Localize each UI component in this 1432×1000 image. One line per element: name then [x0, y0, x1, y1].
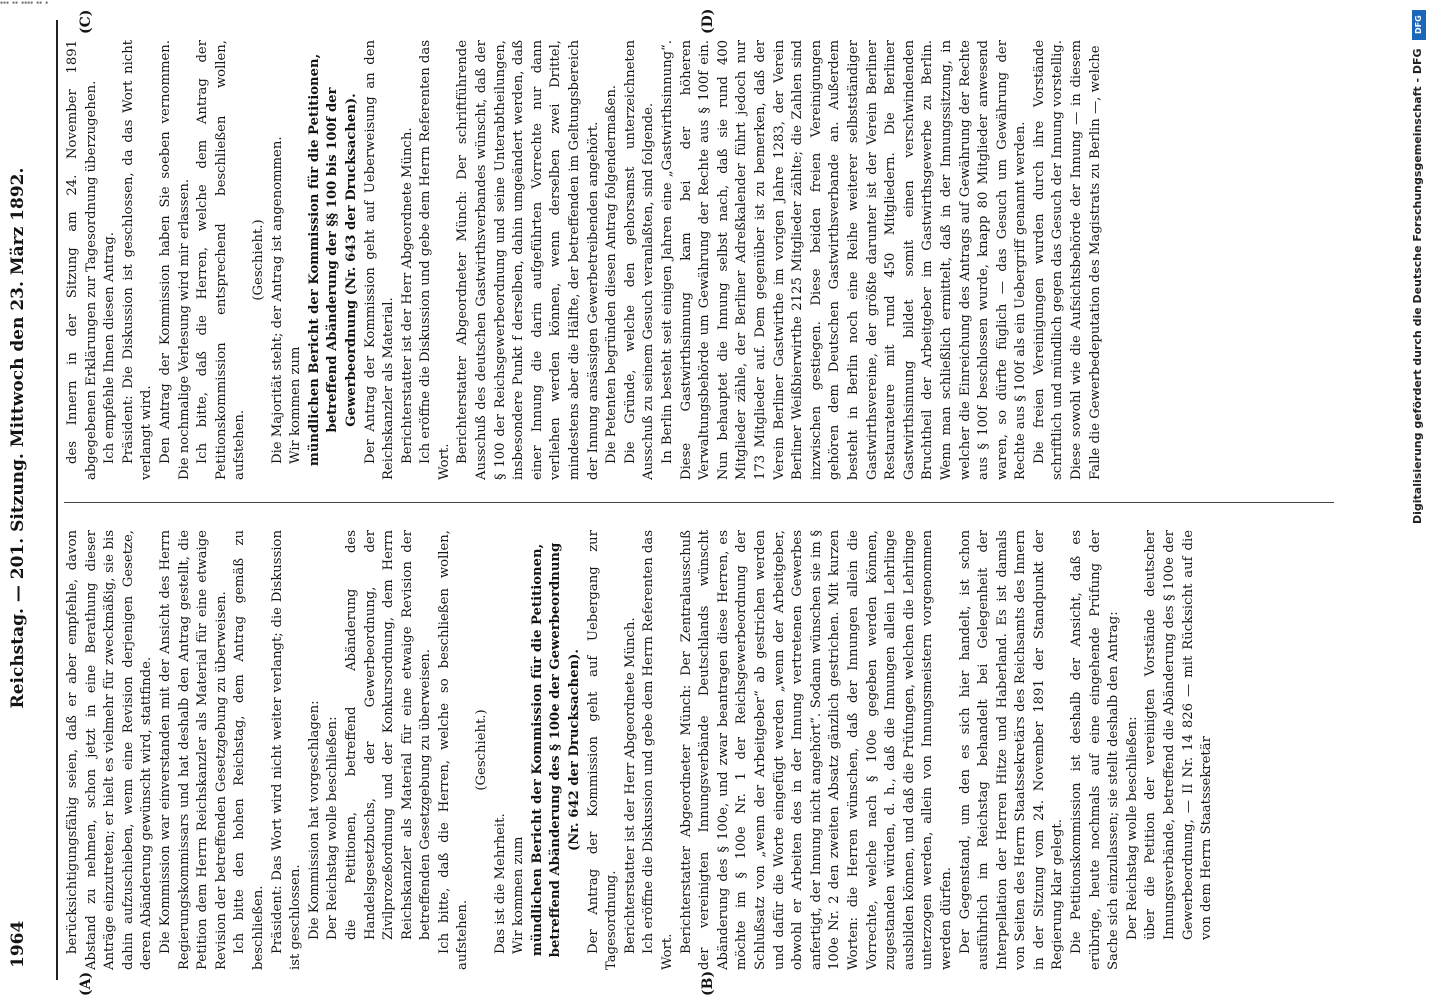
running-head: Reichstag. — 201. Sitzung. Mittwoch den 23. März 1892.: [8, 167, 28, 709]
paragraph: Wir kommen zum: [511, 836, 527, 954]
header-rule: [56, 20, 58, 980]
margin-mark-b: (B): [700, 970, 716, 996]
paragraph: über die Petition der vereinigten Vorstände deutscher Innungsverbände, betreffend die Abänderung des § 100e der Gewerbeordnung, — II Nr. 14 826 — mit Rücksicht auf die von dem Herrn Staatssekretär: [1143, 530, 1215, 940]
paragraph: die Petitionen, betreffend Abänderung des Handelsgesetzbuchs, der Gewerbeordnung, der Zivilprozeßordnung und der Konkursordnung, dem Herrn Reichskanzler als Material für eine etwaige Revision der betreffenden Gesetzgebung zu überweisen.: [343, 530, 434, 940]
paragraph: Die Majorität steht; der Antrag ist angenommen.: [269, 136, 285, 464]
paragraph: Berichterstatter Abgeordneter Münch: Der Zentralausschuß der vereinigten Innungsverbände Deutschlands wünscht Abänderung des § 100e, und zwar beantragen diese Herren, es möchte im § 100e Nr. 1 der Reichsgewerbeordnung der Schlußsatz von „wenn der Arbeitgeber“ ab gestrichen werden und dafür die Worte eingefügt werden „wenn der Arbeitgeber, obwohl er Arbeiten des in der Innung vertretenen Gewerbes anfertigt, der Innung nicht angehört“. Sodann wünschen sie im § 100e Nr. 2 den zweiten Absatz gänzlich gestrichen. Mit kurzen Worten: die Herren wünschen, daß der Innungen allein die Vorrechte, welche nach § 100e gegeben werden können, zugestanden würden, d. h., daß die Innungen allein Lehrlinge ausbilden können, und daß die Prüfungen, welchen die Lehrlinge unterzogen werden, allein von Innungsmeistern vorgenommen werden dürfen.: [678, 530, 954, 970]
paragraph: Berichterstatter Abgeordneter Münch: Der schriftführende Ausschuß des deutschen Gastwirthsverbandes wünscht, daß der § 100 der Reichsgewerbeordnung und seine Unterabtheilungen, insbesondere Punkt f derselben, dahin umgeändert werden, daß einer Innung die darin aufgeführten Vorrechte nur dann verliehen werden können, wenn derselben zwei Drittel, mindestens aber die Hälfte, der betreffenden im Geltungsbereich der Innung ansässigen Gewerbetreibenden angehört.: [455, 40, 601, 480]
paragraph: Präsident: Die Diskussion ist geschlossen, da das Wort nicht verlangt wird.: [120, 40, 155, 480]
page-number: 1964: [8, 920, 28, 968]
scan-edge-mark: ▪▪▪ ▪▪ ▪▪▪▪ ▪▪ ▪: [0, 0, 49, 6]
digitization-credit: Digitalisierung gefördert durch die Deutsche Forschungsgemeinschaft - DFG: [1411, 48, 1424, 524]
paragraph: Die freien Vereinigungen wurden durch ihre Vorstände schriftlich und mündlich gegen das Gesuch der Innung vorstellig. Diese sowohl wie die Aufsichtsbehörde der Innung — in diesem Falle die Gewerbedeputation des Magistrats zu Berlin —, welche: [1031, 40, 1103, 480]
paragraph: mündlichen Bericht der Kommission für die Petitionen, betreffend Abänderung des § 100e der Gewerbeordnung (Nr. 642 der Drucksachen).: [529, 542, 583, 958]
left-column: [64, 530, 1334, 970]
margin-mark-c: (C): [78, 9, 94, 34]
right-column: [64, 40, 1334, 480]
paragraph: Berichterstatter ist der Herr Abgeordnete Münch.: [622, 617, 638, 954]
paragraph: berücksichtigungsfähig seien, daß er aber empfehle, davon Abstand zu nehmen, schon jetzt in eine Berathung dieser Anträge einzutreten; er hielt es vielmehr für zweckmäßig, sie bis dahin aufzuschieben, wenn eine Revision derjenigen Gesetze, deren Abänderung gewünscht wird, stattfinde.: [65, 530, 155, 970]
paragraph: Der Gegenstand, um den es sich hier handelt, ist schon ausführlich im Reichstag behandelt bei Gelegenheit der Interpellation der Herren Hitze und Haberland. Es ist damals von Seiten des Herrn Staatssekretärs des Reichsamts des Innern in der Sitzung vom 24. November 1891 der Standpunkt der Regierung klar gelegt.: [957, 530, 1066, 970]
margin-mark-a: (A): [78, 971, 94, 996]
paragraph: Ich empfehle Ihnen diesen Antrag.: [102, 232, 118, 464]
digitization-sidebar: [1411, 4, 1427, 996]
paragraph: Den Antrag der Kommission haben Sie soeben vernommen. Die nochmalige Verlesung wird mir erlassen.: [157, 40, 192, 480]
paragraph: Berichterstatter ist der Herr Abgeordnete Münch.: [399, 127, 415, 464]
paragraph: In Berlin besteht seit einigen Jahren eine „Gastwirthsinnung“. Diese Gastwirthsinnung kam bei der höheren Verwaltungsbehörde um Gewährung der Rechte aus § 100f ein. Nun behauptet die Innung selbst nach, daß sie rund 400 Mitglieder zähle, der Berliner Adreßkalender führt jedoch nur 173 Mitglieder auf. Dem gegenüber ist zu bemerken, daß der Verein Berliner Gastwirthe im vorigen Jahre 1283, der Verein Berliner Weißbierwirthe 2125 Mitglieder zählte; die Zahlen sind inzwischen gestiegen. Diese beiden freien Vereinigungen gehören dem Deutschen Gastwirthsverbande an. Außerdem besteht in Berlin noch eine Reihe weiterer selbstständiger Gastwirthsvereine, der größte darunter ist der Verein Berliner Restaurateure mit rund 450 Mitgliedern. Die Berliner Gastwirthsinnung bildet somit einen verschwindenden Bruchtheil der Arbeitgeber im Gastwirthsgewerbe zu Berlin. Wenn man schließlich ermittelt, daß in der Innungssitzung, in welcher die Einreichung des Antrags auf Gewährung der Rechte aus § 100f beschlossen wurde, knapp 80 Mitglieder anwesend waren, so dürfte füglich — das Gesuch um Gewährung der Rechte aus § 100f als ein Uebergriff genannt werden.: [660, 40, 1029, 480]
dfg-logo: DFG: [1412, 10, 1426, 40]
paragraph: mündlichen Bericht der Kommission für die Petitionen, betreffend Abänderung der §§ 100 bis 100f der Gewerbeordnung (Nr. 643 der Drucksachen).: [306, 53, 359, 467]
column-divider: [64, 502, 1334, 503]
paragraph: Präsident: Das Wort wird nicht weiter verlangt; die Diskussion ist geschlossen.: [269, 530, 304, 970]
paragraph: Die Petenten begründen diesen Antrag folgendermaßen.: [604, 85, 620, 464]
paragraph: Ich bitte, daß die Herren, welche so beschließen wollen, aufstehen.: [436, 530, 471, 970]
paragraph: Die Gründe, welche den gehorsamst unterzeichneten Ausschuß zu seinem Gesuch veranlaßten, sind folgende.: [622, 40, 657, 480]
paragraph: Die Kommission war einverstanden mit der Ansicht des Herrn Regierungskommissars und hat deshalb den Antrag gestellt, die Petition dem Herrn Reichskanzler als Material für eine etwaige Revision der betreffenden Gesetzgebung zu überweisen.: [157, 530, 229, 970]
paragraph: des Innern in der Sitzung am 24. November 1891 abgegebenen Erklärungen zur Tagesordnung überzugehen.: [65, 40, 99, 480]
margin-mark-d: (D): [700, 8, 716, 34]
paragraph: Ich eröffne die Diskussion und gebe dem Herrn Referenten das Wort.: [418, 40, 452, 480]
paragraph: Der Reichstag wolle beschließen:: [325, 716, 341, 940]
paragraph: Ich bitte den hohen Reichstag, dem Antrag gemäß zu beschließen.: [232, 530, 266, 970]
paragraph: Die Petitionskommission ist deshalb der Ansicht, daß es erübrige, heute nochmals auf eine eingehende Prüfung der Sache sich einzulassen; sie stellt deshalb den Antrag:: [1069, 530, 1122, 970]
paragraph: Ich bitte, daß die Herren, welche dem Antrag der Petitionskommission entsprechend beschließen wollen, aufstehen.: [195, 40, 248, 480]
paragraph: Der Reichstag wolle beschließen:: [1124, 716, 1140, 940]
paragraph: Das ist die Mehrheit.: [492, 813, 508, 954]
paragraph: (Geschieht.): [250, 219, 266, 301]
paragraph: Die Kommission hat vorgeschlagen:: [306, 700, 322, 940]
paragraph: Der Antrag der Kommission geht auf Uebergang zur Tagesordnung.: [585, 530, 620, 970]
paragraph: Der Antrag der Kommission geht auf Ueberweisung an den Reichskanzler als Material.: [362, 40, 397, 480]
paragraph: Ich eröffne die Diskussion und gebe dem Herrn Referenten das Wort.: [641, 530, 675, 970]
paragraph: Wir kommen zum: [288, 346, 304, 464]
paragraph: (Geschieht.): [474, 709, 490, 791]
